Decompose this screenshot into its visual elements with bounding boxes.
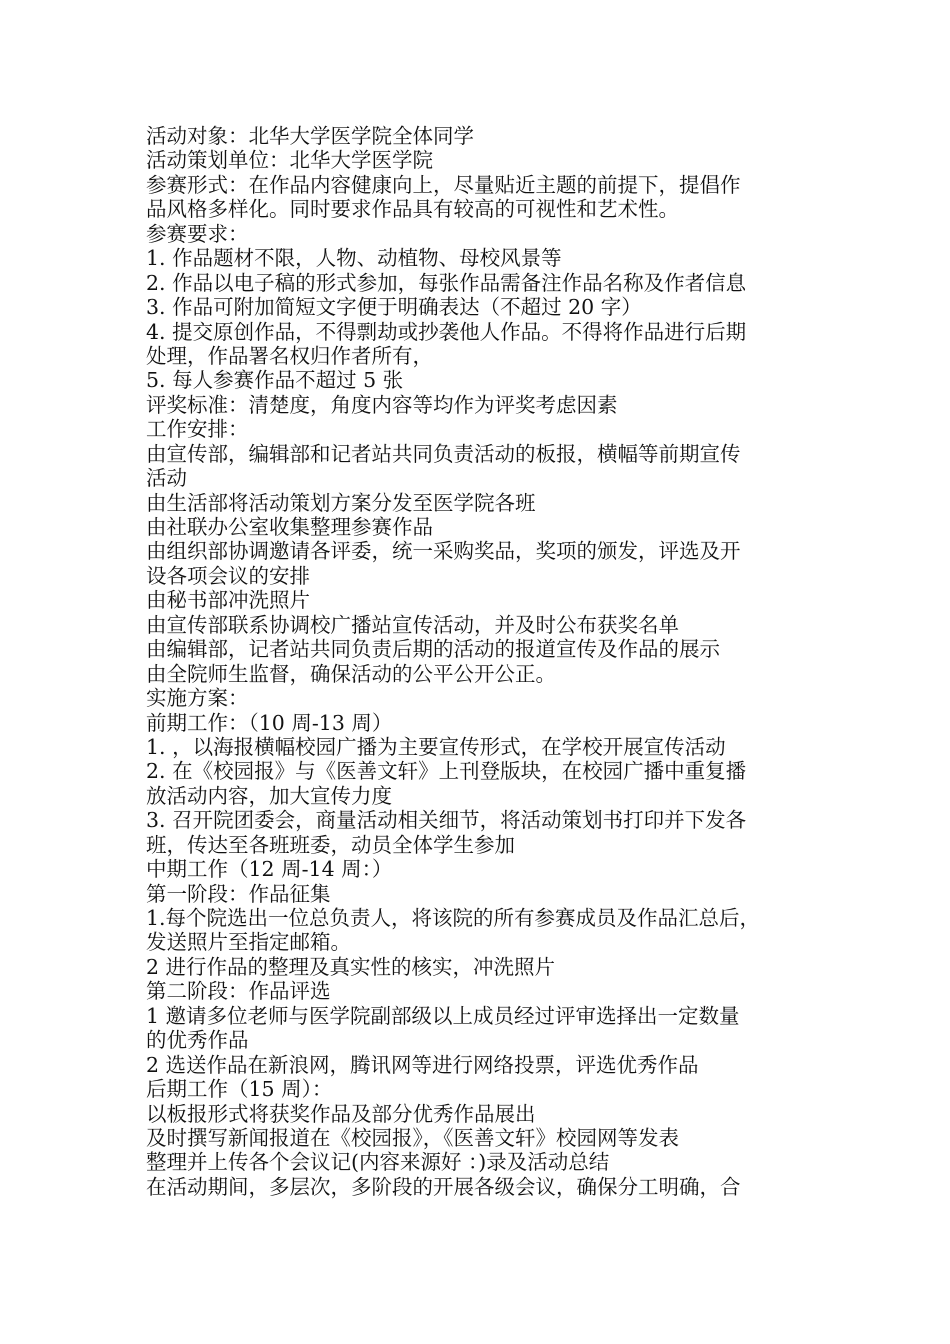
list-item: 1. ，以海报横幅校园广播为主要宣传形式，在学校开展宣传活动 [146, 734, 726, 759]
list-item: 1.每个院选出一位总负责人，将该院的所有参赛成员及作品汇总后， [146, 906, 761, 930]
text-line: 发送照片至指定邮箱。 [146, 930, 351, 955]
list-item: 2 进行作品的整理及真实性的核实，冲洗照片 [146, 954, 556, 979]
list-item: 4. 提交原创作品，不得剽劫或抄袭他人作品。不得将作品进行后期 [146, 319, 747, 344]
text-line: 活动 [146, 466, 187, 491]
text-line: 活动对象：北华大学医学院全体同学 [146, 124, 474, 148]
text-line: 活动策划单位：北华大学医学院 [146, 148, 433, 173]
text-line: 由编辑部，记者站共同负责后期的活动的报道宣传及作品的展示 [146, 637, 720, 662]
section-heading: 参赛要求： [146, 221, 249, 246]
section-heading: 实施方案： [146, 686, 249, 711]
text-line: 放活动内容，加大宣传力度 [146, 783, 392, 808]
subsection-heading: 第一阶段：作品征集 [146, 881, 331, 906]
text-line: 由组织部协调邀请各评委，统一采购奖品，奖项的颁发，评选及开 [146, 539, 741, 564]
list-item: 3. 召开院团委会，商量活动相关细节，将活动策划书打印并下发各 [146, 808, 747, 833]
text-line: 由宣传部联系协调校广播站宣传活动，并及时公布获奖名单 [146, 612, 679, 637]
list-item: 2. 作品以电子稿的形式参加，每张作品需备注作品名称及作者信息 [146, 270, 747, 295]
text-line: 在活动期间，多层次，多阶段的开展各级会议，确保分工明确，合 [146, 1174, 741, 1199]
list-item: 1 邀请多位老师与医学院副部级以上成员经过评审选择出一定数量 [146, 1003, 740, 1028]
text-line: 的优秀作品 [146, 1028, 249, 1053]
subsection-heading: 后期工作（15 周）： [146, 1077, 333, 1102]
text-line: 由秘书部冲洗照片 [146, 588, 310, 613]
list-item: 2 选送作品在新浪网，腾讯网等进行网络投票，评选优秀作品 [146, 1052, 699, 1077]
text-line: 由全院师生监督，确保活动的公平公开公正。 [146, 661, 556, 686]
text-line: 由生活部将活动策划方案分发至医学院各班 [146, 490, 536, 515]
text-line: 班，传达至各班班委，动员全体学生参加 [146, 832, 515, 857]
text-line: 处理，作品署名权归作者所有， [146, 343, 433, 368]
subsection-heading: 中期工作（12 周-14 周：） [146, 857, 393, 882]
list-item: 2. 在《校园报》与《医善文轩》上刊登版块，在校园广播中重复播 [146, 759, 747, 784]
text-line: 以板报形式将获奖作品及部分优秀作品展出 [146, 1101, 536, 1126]
subsection-heading: 前期工作：（10 周-13 周） [146, 710, 393, 735]
list-item: 5. 每人参赛作品不超过 5 张 [146, 368, 404, 393]
subsection-heading: 第二阶段：作品评选 [146, 979, 331, 1004]
text-line: 参赛形式：在作品内容健康向上，尽量贴近主题的前提下，提倡作 [146, 172, 741, 197]
document-body [146, 124, 826, 1199]
text-line: 整理并上传各个会议记(内容来源好 ：)录及活动总结 [146, 1150, 610, 1175]
list-item: 1. 作品题材不限，人物、动植物、母校风景等 [146, 246, 562, 271]
list-item: 3. 作品可附加简短文字便于明确表达（不超过 20 字） [146, 295, 642, 320]
text-line: 设各项会议的安排 [146, 563, 310, 588]
text-line: 品风格多样化。同时要求作品具有较高的可视性和艺术性。 [146, 197, 679, 222]
section-heading: 工作安排： [146, 417, 249, 442]
text-line: 由宣传部，编辑部和记者站共同负责活动的板报，横幅等前期宣传 [146, 441, 741, 466]
text-line: 由社联办公室收集整理参赛作品 [146, 515, 433, 539]
text-line: 及时撰写新闻报道在《校园报》，《医善文轩》校园网等发表 [146, 1125, 679, 1150]
text-line: 评奖标准：清楚度，角度内容等均作为评奖考虑因素 [146, 392, 618, 417]
